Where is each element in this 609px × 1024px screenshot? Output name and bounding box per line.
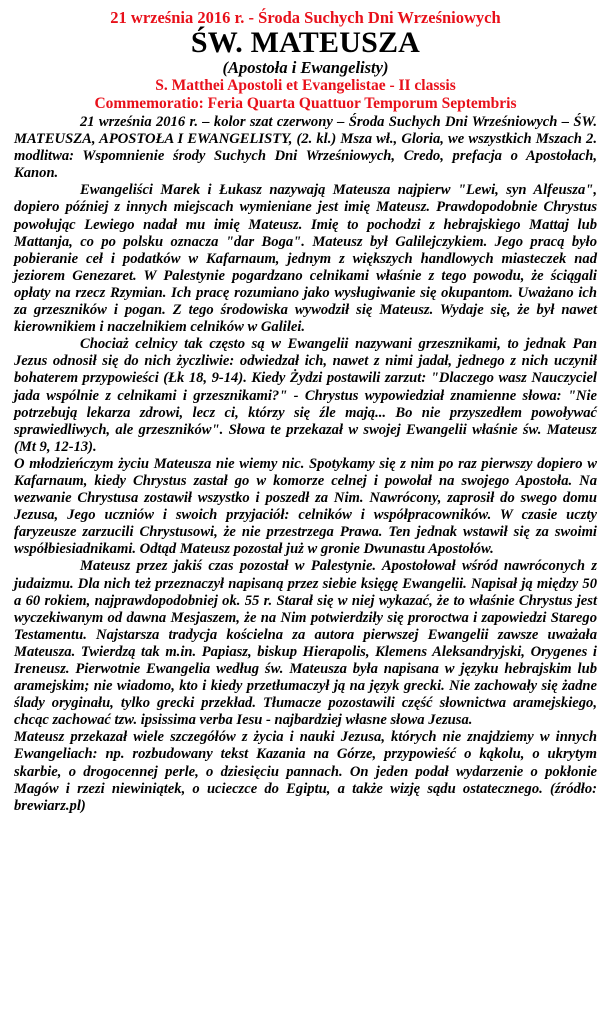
saint-subtitle: (Apostoła i Ewangelisty) bbox=[222, 58, 389, 77]
paragraph-details: Mateusz przekazał wiele szczegółów z życia i nauki Jezusa, których nie znajdziemy w innych Ewangeliach: np. rozbudowany tekst Kazania na Górze, przypowieść o kąkolu, o ukrytym skarbie, o drogocennej perle, o dziesięciu pannach. On jeden podał wydarzenie o pokłonie Magów i rzezi niewiniątek, o ucieczce do Egiptu, a także wizję sądu ostatecznego. (źródło: brewiarz.pl) bbox=[14, 729, 597, 814]
date-header: 21 września 2016 r. - Środa Suchych Dni Wrześniowych bbox=[110, 8, 501, 27]
latin-title: S. Matthei Apostoli et Evangelistae - II classis bbox=[155, 77, 456, 94]
paragraph-gospel: Mateusz przez jakiś czas pozostał w Palestynie. Apostołował wśród nawróconych z judaizmu. Dla nich też przeznaczył napisaną przez siebie księgę Ewangelii. Napisał ją między 50 a 60 rokiem, najprawdopodobniej ok. 55 r. Starał się w niej wykazać, że to właśnie Chrystus jest wyczekiwanym od dawna Mesjaszem, że na Nim potwierdziły się proroctwa i zapowiedzi Starego Testamentu. Najstarsza tradycja kościelna za autora pierwszej Ewangelii zawsze uważała Mateusza. Twierdzą tak m.in. Papiasz, biskup Hierapolis, Klemens Aleksandryjski, Orygenes i Ireneusz. Pierwotnie Ewangelia według św. Mateusza była napisana w języku hebrajskim lub aramejskim; nie wiadomo, kto i kiedy przetłumaczył ją na język grecki. Nie zachowały się żadne ślady oryginału, tylko grecki przekład. Tłumacze pozostawili część słownictwa aramejskiego, chcąc zachować tzw. ipsissima verba Iesu - najbardziej własne słowa Jezusa. bbox=[14, 558, 597, 729]
saint-title: ŚW. MATEUSZA bbox=[190, 26, 421, 59]
body-text bbox=[14, 114, 597, 815]
paragraph-names: Ewangeliści Marek i Łukasz nazywają Mateusza najpierw "Lewi, syn Alfeusza", dopiero później z innych miejscach wymieniane jest imię Mateusz. Prawdopodobnie Chrystus powołując Lewiego nadał mu imię Mateusz. Imię to pochodzi z hebrajskiego Mattaj lub Mattanja, co po polsku oznacza "dar Boga". Mateusz był Galilejczykiem. Jego pracą było pobieranie ceł i podatków w Kafarnaum, jednym z większych handlowych miasteczek nad jeziorem Genezaret. W Palestynie pogardzano celnikami właśnie z tego powodu, że ściągali opłaty na rzecz Rzymian. Ich pracę rozumiano jako wysługiwanie się okupantom. Uważano ich za grzeszników i pogan. Z tego środowiska wywodził się Mateusz. Wydaje się, że był nawet kierownikiem i naczelnikiem celników w Galilei. bbox=[14, 182, 597, 336]
paragraph-liturgy: 21 września 2016 r. – kolor szat czerwony – Środa Suchych Dni Wrześniowych – ŚW. MATEUSZA, APOSTOŁA I EWANGELISTY, (2. kl.) Msza wł., Gloria, we wszystkich Mszach 2. modlitwa: Wspomnienie środy Suchych Dni Wrześniowych, Credo, prefacja o Apostołach, Kanon. bbox=[14, 114, 597, 182]
paragraph-calling: O młodzieńczym życiu Mateusza nie wiemy nic. Spotykamy się z nim po raz pierwszy dopiero w Kafarnaum, kiedy Chrystus zastał go w komorze celnej i powołał na swojego Apostoła. Na wezwanie Chrystusa zostawił wszystko i poszedł za Nim. Nawrócony, zaprosił do swego domu Jezusa, Jego uczniów i swoich przyjaciół: celników i współpracowników. W czasie uczty faryzeusze zarzucili Chrystusowi, że nie przestrzega Prawa. Ten jednak wstawił się za swoimi współbiesiadnikami. Odtąd Mateusz pozostał już w gronie Dwunastu Apostołów. bbox=[14, 455, 597, 558]
paragraph-publicans: Chociaż celnicy tak często są w Ewangelii nazywani grzesznikami, to jednak Pan Jezus odnosił się do nich życzliwie: odwiedzał ich, nawet z nimi jadał, jednego z nich uczynił bohaterem przypowieści (Łk 18, 9-14). Kiedy Żydzi postawili zarzut: "Dlaczego wasz Nauczyciel jada wspólnie z celnikami i grzesznikami?" - Chrystus wypowiedział znamienne słowa: "Nie potrzebują lekarza zdrowi, lecz ci, którzy się źle mają... Bo nie przyszedłem powoływać sprawiedliwych, ale grzeszników". Słowa te przekazał w swojej Ewangelii właśnie św. Mateusz (Mt 9, 12-13). bbox=[14, 336, 597, 455]
commemoratio-line: Commemoratio: Feria Quarta Quattuor Temporum Septembris bbox=[94, 95, 517, 112]
